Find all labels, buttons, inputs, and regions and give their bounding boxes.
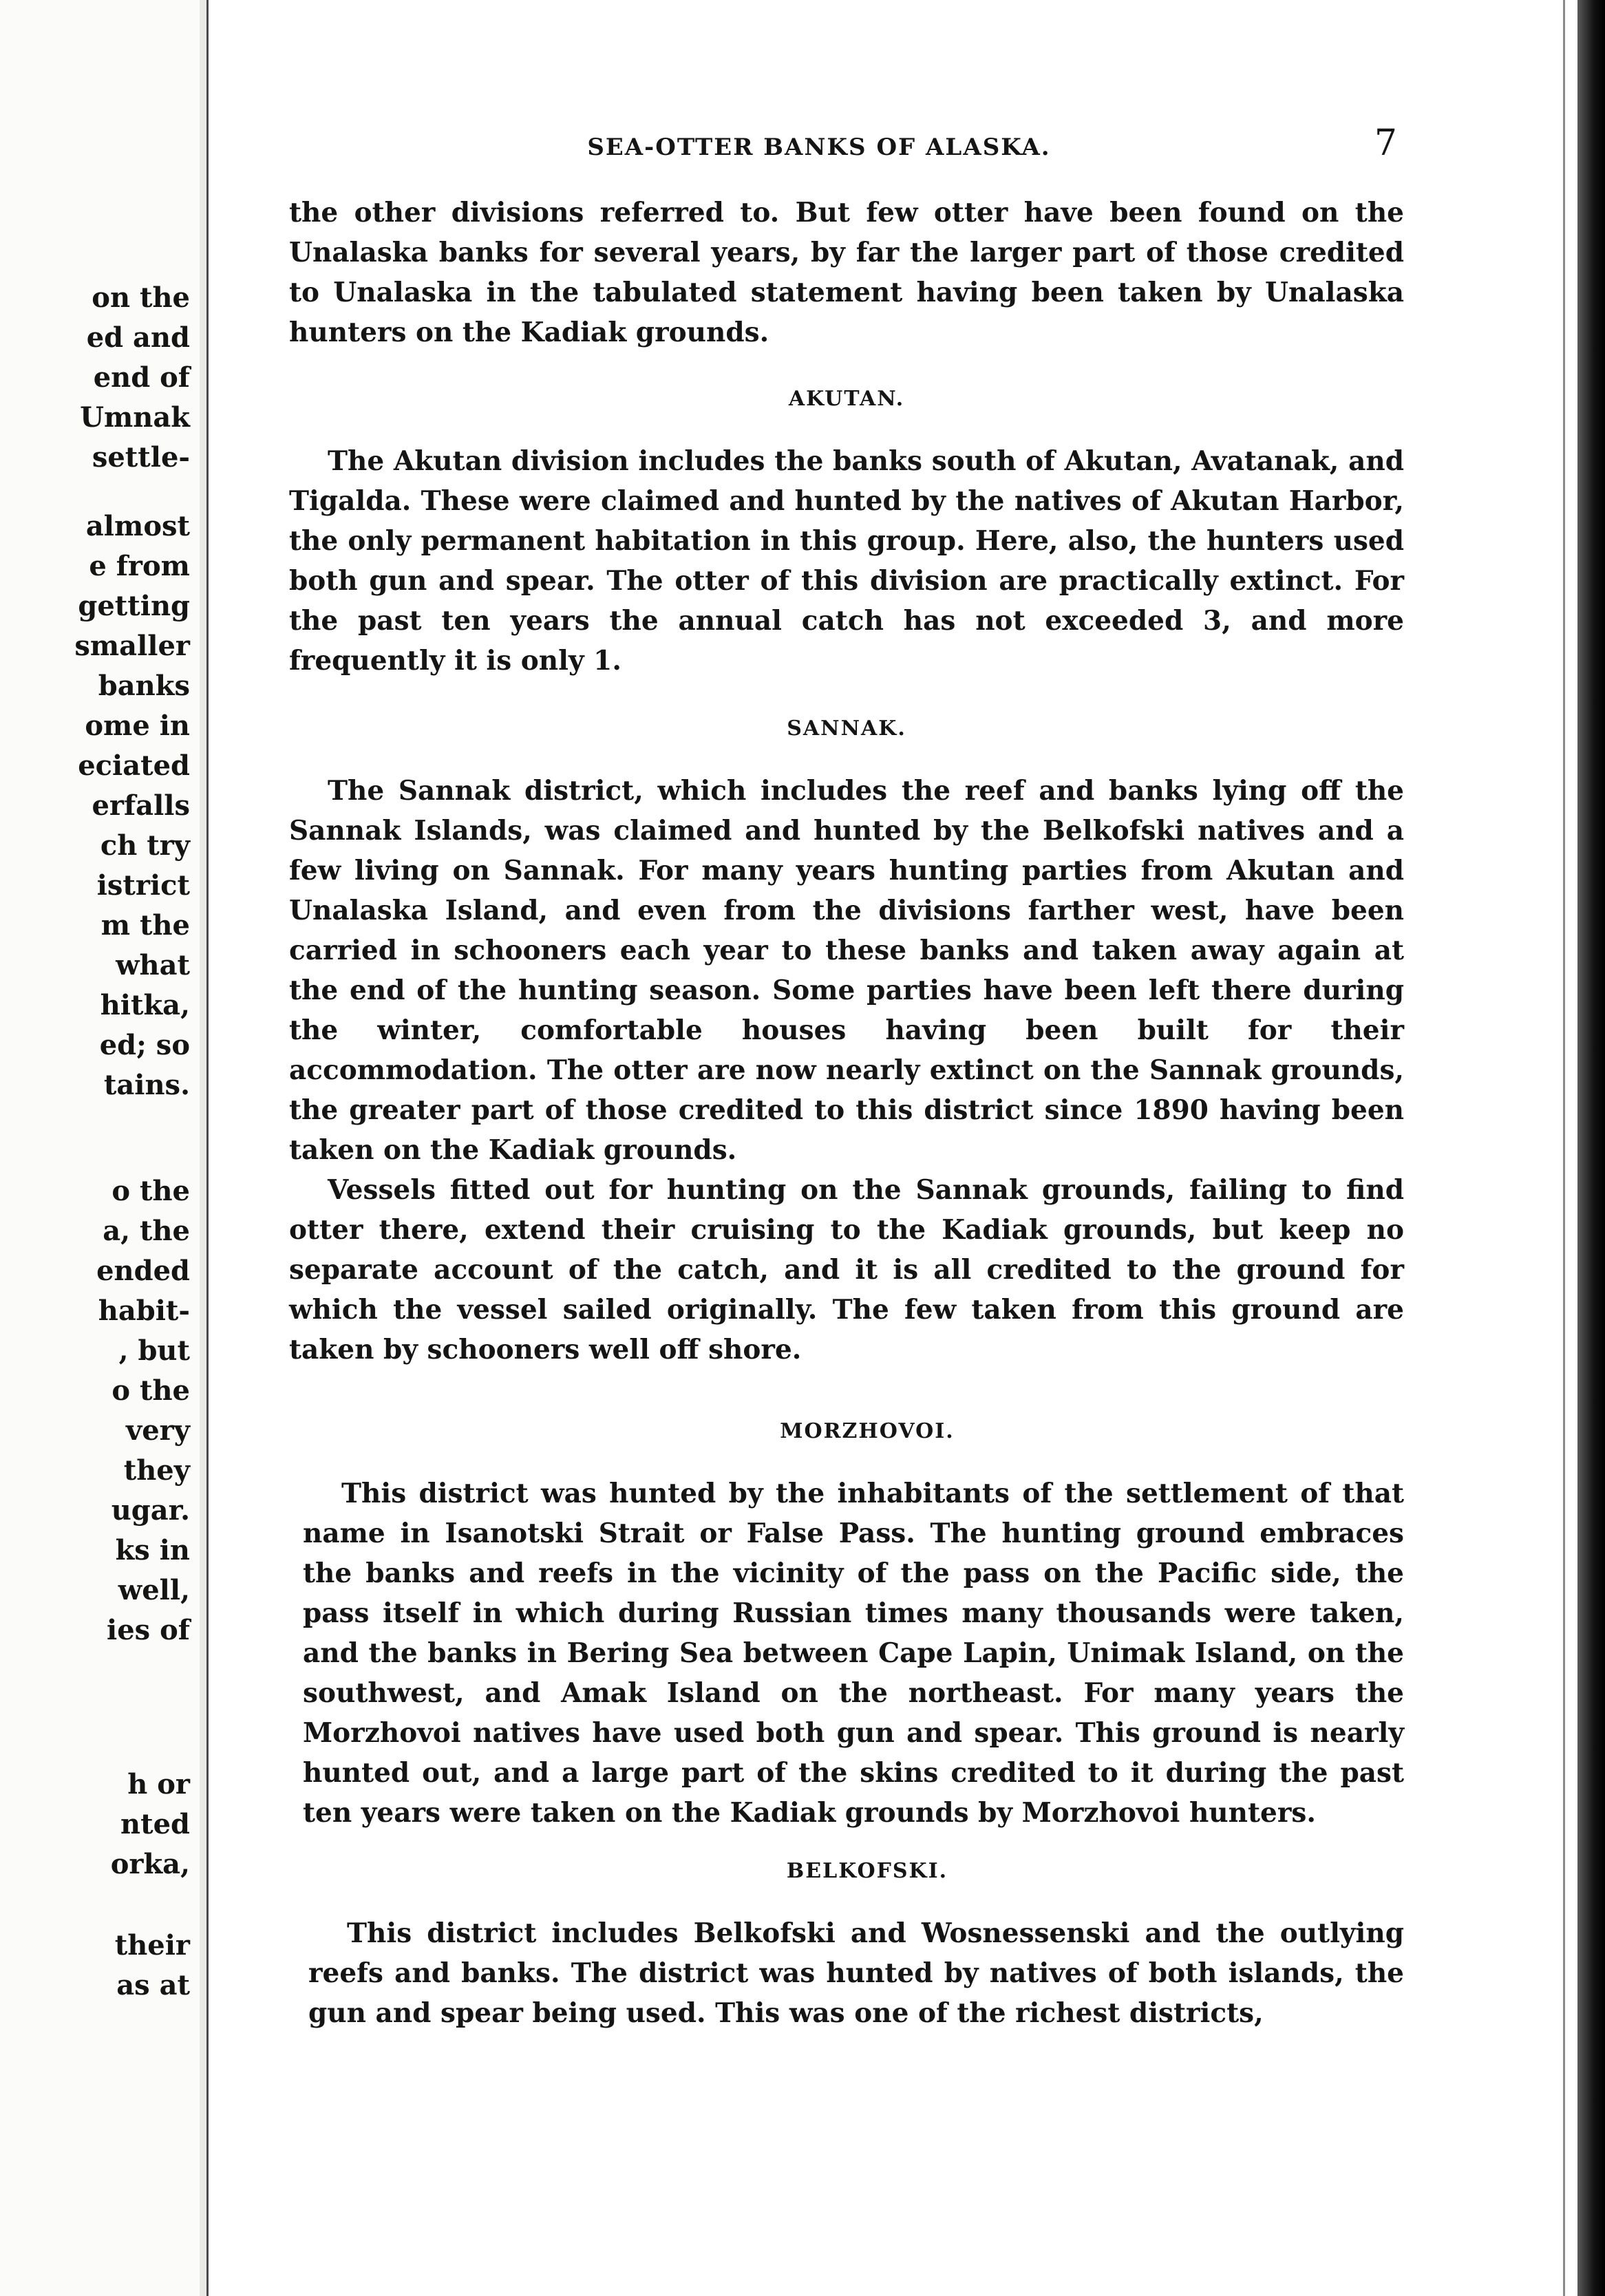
left-fragment: they xyxy=(123,1454,190,1487)
left-fragment: Umnak xyxy=(80,401,190,434)
left-fragment: orka, xyxy=(110,1848,190,1880)
section-heading-sannak: SANNAK. xyxy=(787,716,906,741)
left-fragment: hitka, xyxy=(100,989,190,1021)
left-fragment: well, xyxy=(118,1574,190,1606)
running-title: SEA-OTTER BANKS OF ALASKA. xyxy=(587,134,1051,161)
left-fragment: h or xyxy=(127,1768,190,1800)
left-fragment: nted xyxy=(120,1808,190,1840)
left-fragment: as at xyxy=(116,1969,190,2001)
left-fragment: ks in xyxy=(115,1534,190,1566)
section-heading-belkofski: BELKOFSKI. xyxy=(786,1859,948,1883)
page-body xyxy=(289,193,1404,2033)
left-fragment: , but xyxy=(118,1335,190,1367)
left-fragment-gap xyxy=(74,478,190,507)
running-header xyxy=(289,123,1411,171)
left-facing-page xyxy=(0,0,200,2296)
belkofski-paragraph: This district includes Belkofski and Wosnessenski and the outlying reefs and banks. The district was hunted by natives of both islands, the gun and spear being used. This was one of the richest districts, xyxy=(308,1917,1404,2029)
left-fragment: settle- xyxy=(92,441,190,474)
left-fragment-gap xyxy=(74,1884,190,1926)
left-fragment-gap xyxy=(74,1650,190,1765)
scan-edge-shadow xyxy=(1577,0,1605,2296)
section-heading-morzhovoi: MORZHOVOI. xyxy=(780,1419,955,1443)
gutter-line xyxy=(206,0,209,2296)
left-fragment: banks xyxy=(98,670,190,702)
page-number: 7 xyxy=(1374,123,1397,164)
left-fragment: e from xyxy=(89,550,190,582)
left-fragment: habit- xyxy=(98,1295,190,1327)
left-fragment: what xyxy=(116,949,190,981)
left-fragment: on the xyxy=(92,281,190,314)
left-fragment: ed; so xyxy=(99,1029,190,1061)
left-fragment: ed and xyxy=(86,321,190,354)
left-fragment: istrict xyxy=(96,869,190,902)
left-fragment: smaller xyxy=(74,630,190,662)
main-page xyxy=(289,0,1411,2296)
akutan-paragraph: The Akutan division includes the banks south of Akutan, Avatanak, and Tigalda. These were claimed and hunted by the natives of Akutan Harbor, the only permanent habitation in this group. Here, also, the hunters used both gun and spear. The otter of this division are practically extinct. For the past ten years the annual catch has not exceeded 3, and more frequently it is only 1. xyxy=(289,445,1404,677)
left-fragment: erfalls xyxy=(92,789,190,822)
section-heading-akutan: AKUTAN. xyxy=(788,387,905,411)
left-fragment: getting xyxy=(78,590,190,622)
left-fragment: their xyxy=(114,1929,190,1962)
left-fragment: ome in xyxy=(85,710,190,742)
left-fragment: tains. xyxy=(103,1069,190,1101)
sannak-paragraph-2: Vessels fitted out for hunting on the Sannak grounds, failing to find otter there, extend their cruising to the Kadiak grounds, but keep no separate account of the catch, and it is all credited to the ground for which the vessel sailed originally. The few taken from this ground are taken by schooners well off shore. xyxy=(289,1174,1404,1365)
left-fragment: ugar. xyxy=(111,1494,190,1527)
morzhovoi-paragraph: This district was hunted by the inhabitants of the settlement of that name in Isanotski Strait or False Pass. The hunting ground embraces the banks and reefs in the vicinity of the pass on the Pacific side, the pass itself in which during Russian times many thousands were taken, and the banks in Bering Sea between Cape Lapin, Unimak Island, on the southwest, and Amak Island on the northeast. For many years the Morzhovoi natives have used both gun and spear. This ground is nearly hunted out, and a large part of the skins credited to it during the past ten years were taken on the Kadiak grounds by Morzhovoi hunters. xyxy=(303,1478,1404,1829)
left-fragment: a, the xyxy=(103,1215,190,1247)
sannak-paragraph-1: The Sannak district, which includes the reef and banks lying off the Sannak Islands, was claimed and hunted by the Belkofski natives and a few living on Sannak. For many years hunting parties from Akutan and Unalaska Island, and even from the divisions farther west, have been carried in schooners each year to these banks and taken away again at the end of the hunting season. Some parties have been left there during the winter, comfortable houses having been built for their accommodation. The otter are now nearly extinct on the Sannak grounds, the greater part of those credited to this district since 1890 having been taken on the Kadiak grounds. xyxy=(289,775,1404,1166)
left-fragment: ended xyxy=(96,1255,190,1287)
left-fragment: almost xyxy=(85,510,190,542)
left-fragment: o the xyxy=(111,1175,190,1207)
intro-paragraph: the other divisions referred to. But few otter have been found on the Unalaska banks for several years, by far the larger part of those credited to Unalaska in the tabulated statement having been taken by Unalaska hunters on the Kadiak grounds. xyxy=(289,197,1404,348)
page-edge-line xyxy=(1563,0,1565,2296)
left-fragment: eciated xyxy=(78,750,190,782)
left-fragment: ch try xyxy=(100,829,190,862)
left-fragment: o the xyxy=(111,1374,190,1407)
left-fragment: very xyxy=(125,1414,190,1447)
left-fragment: ies of xyxy=(107,1614,190,1646)
left-fragment: m the xyxy=(100,909,190,942)
left-fragment: end of xyxy=(93,361,190,394)
left-fragment-gap xyxy=(74,1105,190,1171)
left-page-text-fragments xyxy=(74,278,190,2006)
